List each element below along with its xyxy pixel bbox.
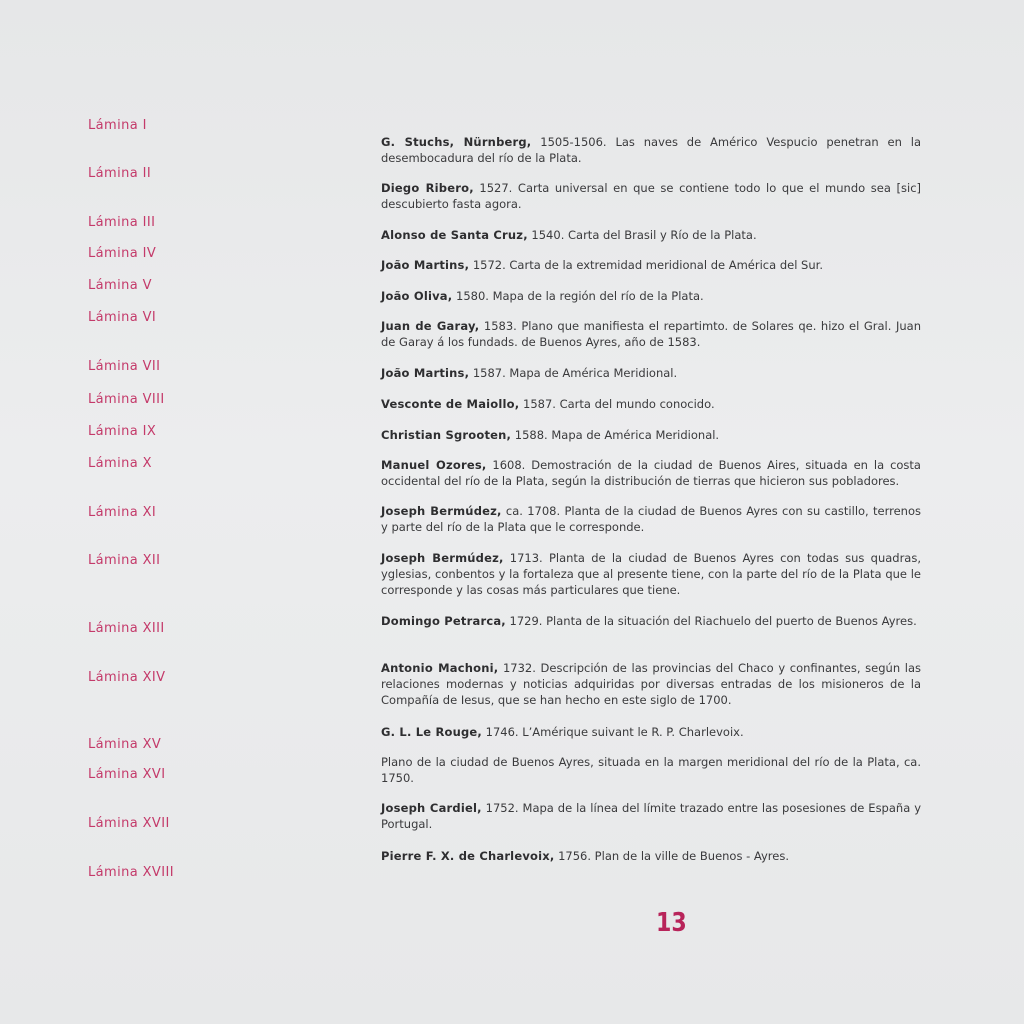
entry-description: 1572. Carta de la extremidad meridional de América del Sur. bbox=[469, 258, 823, 272]
entry-description: 1583. Plano que manifiesta el repartimto. de Solares qe. hizo el Gral. Juan de Garay á los fundads. de Buenos Ayres, año de 1583. bbox=[381, 319, 921, 349]
plate-label: Lámina X bbox=[88, 456, 152, 471]
plate-label: Lámina VIII bbox=[88, 392, 165, 407]
plate-entry bbox=[381, 550, 921, 598]
entry-author: Joseph Bermúdez, bbox=[381, 551, 504, 565]
entry-author: João Oliva, bbox=[381, 289, 453, 303]
plate-entry bbox=[381, 396, 921, 412]
page-number: 13 bbox=[656, 908, 687, 938]
plate-entry bbox=[381, 180, 921, 212]
plate-label: Lámina XI bbox=[88, 505, 157, 520]
entry-author: Diego Ribero, bbox=[381, 181, 474, 195]
plate-label: Lámina IV bbox=[88, 246, 157, 261]
plate-label: Lámina XVII bbox=[88, 816, 170, 831]
plate-label: Lámina XV bbox=[88, 737, 162, 752]
entry-author: Joseph Cardiel, bbox=[381, 801, 482, 815]
entry-author: Christian Sgrooten, bbox=[381, 428, 512, 442]
plate-entry bbox=[381, 800, 921, 832]
plate-entry bbox=[381, 754, 921, 786]
plate-entry bbox=[381, 257, 921, 273]
entry-author: G. Stuchs, Nürnberg, bbox=[381, 135, 532, 149]
plate-label: Lámina II bbox=[88, 166, 152, 181]
entry-author: Manuel Ozores, bbox=[381, 458, 487, 472]
entry-author: Pierre F. X. de Charlevoix, bbox=[381, 849, 555, 863]
plate-label: Lámina V bbox=[88, 278, 152, 293]
plate-label: Lámina XII bbox=[88, 553, 161, 568]
entry-description: 1587. Carta del mundo conocido. bbox=[519, 397, 715, 411]
entry-author: João Martins, bbox=[381, 366, 470, 380]
plate-entry bbox=[381, 724, 921, 740]
entry-author: Juan de Garay, bbox=[381, 319, 480, 333]
entry-description: 1729. Planta de la situación del Riachuelo del puerto de Buenos Ayres. bbox=[505, 614, 917, 628]
plate-label: Lámina VI bbox=[88, 310, 157, 325]
entry-author: G. L. Le Rouge, bbox=[381, 725, 482, 739]
entry-description: 1587. Mapa de América Meridional. bbox=[469, 366, 678, 380]
plate-label: Lámina XIII bbox=[88, 621, 165, 636]
plate-entry bbox=[381, 318, 921, 350]
entry-description: 1608. Demostración de la ciudad de Buenos Aires, situada en la costa occidental del río de la Plata, según la distribución de tierras que hicieron sus pobladores. bbox=[381, 458, 921, 488]
plate-entry bbox=[381, 227, 921, 243]
plate-entry bbox=[381, 365, 921, 381]
entry-description: 1540. Carta del Brasil y Río de la Plata. bbox=[527, 228, 757, 242]
entry-author: Joseph Bermúdez, bbox=[381, 504, 502, 518]
entry-description: 1713. Planta de la ciudad de Buenos Ayres con todas sus quadras, yglesias, conbentos y la fortaleza que al presente tiene, con la parte del río de la Plata que le corresponde y las cosas más particulares que tiene. bbox=[381, 551, 922, 597]
entry-author: Alonso de Santa Cruz, bbox=[381, 228, 528, 242]
entry-description: 1527. Carta universal en que se contiene todo lo que el mundo sea [sic] descubierto fasta agora. bbox=[381, 181, 922, 211]
entry-description: 1505-1506. Las naves de Américo Vespucio penetran en la desembocadura del río de la Plata. bbox=[381, 135, 921, 165]
entry-description: Plano de la ciudad de Buenos Ayres, situada en la margen meridional del río de la Plata, ca. 1750. bbox=[381, 755, 921, 785]
entry-author: Domingo Petrarca, bbox=[381, 614, 506, 628]
entry-description: 1580. Mapa de la región del río de la Plata. bbox=[452, 289, 704, 303]
plate-label: Lámina XVI bbox=[88, 767, 166, 782]
plate-entry bbox=[381, 848, 921, 864]
entry-description: 1588. Mapa de América Meridional. bbox=[511, 428, 720, 442]
entry-description: ca. 1708. Planta de la ciudad de Buenos Ayres con su castillo, terrenos y parte del río de la Plata que le corresponde. bbox=[381, 504, 921, 534]
entry-description: 1746. L’Amérique suivant le R. P. Charlevoix. bbox=[482, 725, 744, 739]
plate-label: Lámina III bbox=[88, 215, 156, 230]
entry-description: 1756. Plan de la ville de Buenos - Ayres. bbox=[554, 849, 790, 863]
plate-label: Lámina VII bbox=[88, 359, 161, 374]
entry-author: João Martins, bbox=[381, 258, 470, 272]
plate-label: Lámina I bbox=[88, 118, 147, 133]
entry-author: Antonio Machoni, bbox=[381, 661, 499, 675]
plate-label: Lámina XIV bbox=[88, 670, 166, 685]
plate-entry bbox=[381, 503, 921, 535]
entry-author: Vesconte de Maiollo, bbox=[381, 397, 520, 411]
plate-entry bbox=[381, 457, 921, 489]
entry-description: 1732. Descripción de las provincias del Chaco y confinantes, según las relaciones modernas y noticias adquiridas por diversas entradas de los misioneros de la Compañía de Iesus, que se han hecho en este siglo de 1700. bbox=[381, 661, 922, 707]
plate-label: Lámina IX bbox=[88, 424, 157, 439]
plate-entry bbox=[381, 288, 921, 304]
plate-entry bbox=[381, 660, 921, 708]
entry-description: 1752. Mapa de la línea del límite trazado entre las posesiones de España y Portugal. bbox=[381, 801, 921, 831]
plate-label: Lámina XVIII bbox=[88, 865, 174, 880]
plate-entry bbox=[381, 134, 921, 166]
plate-entry bbox=[381, 427, 921, 443]
plate-entry bbox=[381, 613, 921, 629]
